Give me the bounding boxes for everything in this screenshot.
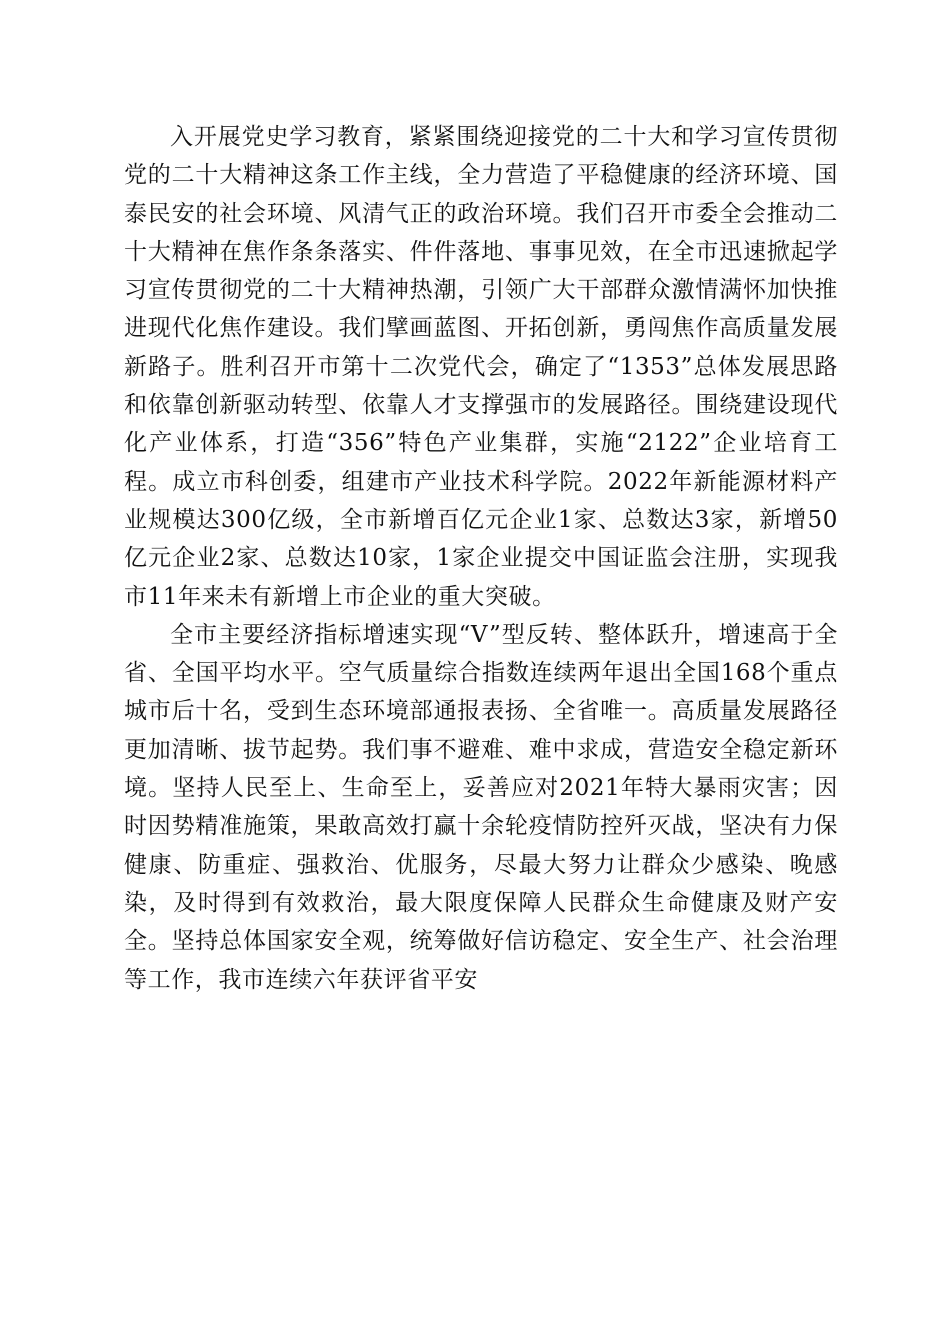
paragraph-1: 入开展党史学习教育，紧紧围绕迎接党的二十大和学习宣传贯彻党的二十大精神这条工作主线，全力营造了平稳健康的经济环境、国泰民安的社会环境、风清气正的政治环境。我们召开市委全会推动二十大精神在焦作条条落实、件件落地、事事见效，在全市迅速掀起学习宣传贯彻党的二十大精神热潮，引领广大干部群众激情满怀加快推进现代化焦作建设。我们擘画蓝图、开拓创新，勇闯焦作高质量发展新路子。胜利召开市第十二次党代会，确定了“1353”总体发展思路和依靠创新驱动转型、依靠人才支撑强市的发展路径。围绕建设现代化产业体系，打造“356”特色产业集群，实施“2122”企业培育工程。成立市科创委，组建市产业技术科学院。2022年新能源材料产业规模达300亿级，全市新增百亿元企业1家、总数达3家，新增50亿元企业2家、总数达10家，1家企业提交中国证监会注册，实现我市11年来未有新增上市企业的重大突破。 bbox=[124, 124, 838, 610]
body-text bbox=[124, 118, 838, 999]
paragraph-2: 全市主要经济指标增速实现“V”型反转、整体跃升，增速高于全省、全国平均水平。空气质量综合指数连续两年退出全国168个重点城市后十名，受到生态环境部通报表扬、全省唯一。高质量发展路径更加清晰、拔节起势。我们事不避难、难中求成，营造安全稳定新环境。坚持人民至上、生命至上，妥善应对2021年特大暴雨灾害；因时因势精准施策，果敢高效打赢十余轮疫情防控歼灭战，坚决有力保健康、防重症、强救治、优服务，尽最大努力让群众少感染、晚感染，及时得到有效救治，最大限度保障人民群众生命健康及财产安全。坚持总体国家安全观，统筹做好信访稳定、安全生产、社会治理等工作，我市连续六年获评省平安 bbox=[124, 621, 838, 993]
